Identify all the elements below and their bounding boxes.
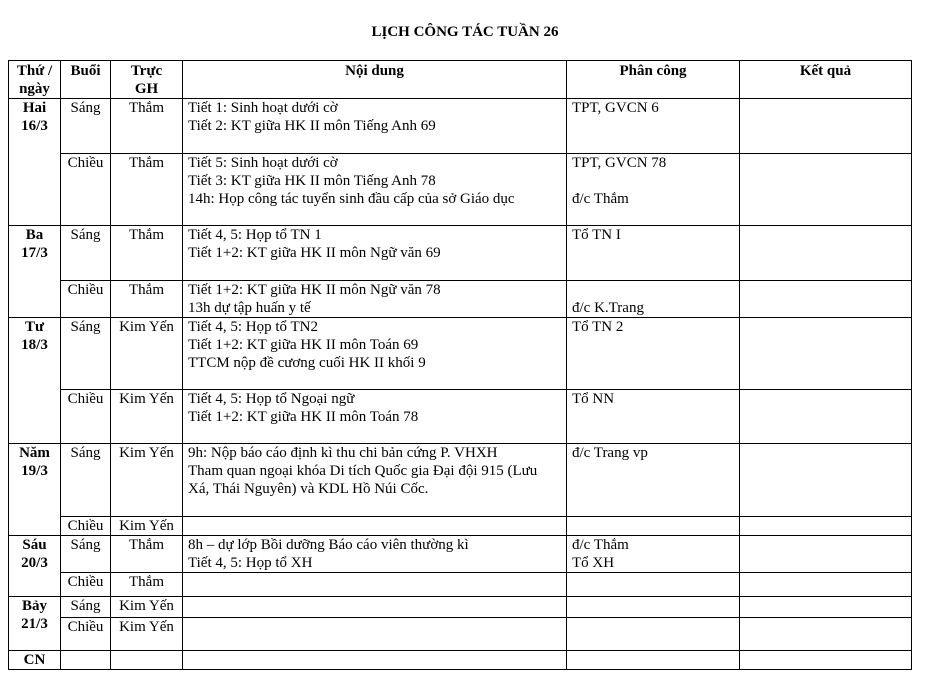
assign-line: Tổ TN 2 (572, 319, 624, 335)
table-row (9, 154, 912, 226)
day-name: Bảy (21, 598, 47, 614)
result-cell (740, 390, 912, 444)
content-line: Tham quan ngoại khóa Di tích Quốc gia Đại đội 915 (Lưu Xá, Thái Nguyên) và KDL Hồ Núi Cốc. (188, 463, 538, 497)
header-day: Thứ / ngày (9, 61, 61, 99)
assign-cell (567, 390, 740, 444)
assign-line: Tổ TN I (572, 227, 621, 243)
duty-cell: Kim Yến (111, 618, 183, 651)
content-line: Tiết 1: Sinh hoạt dưới cờ (188, 100, 338, 116)
content-cell (183, 281, 567, 318)
result-cell (740, 618, 912, 651)
day-cell (9, 318, 61, 444)
assign-line: Tổ NN (572, 391, 615, 407)
assign-cell (567, 154, 740, 226)
assign-cell (567, 281, 740, 318)
result-cell (740, 444, 912, 517)
session-cell: Sáng (61, 536, 111, 573)
duty-cell: Thắm (111, 226, 183, 281)
day-cell (9, 536, 61, 597)
content-line: 14h: Họp công tác tuyển sinh đầu cấp của sở Giáo dục (188, 191, 515, 207)
assign-line (572, 172, 734, 190)
table-row (9, 517, 912, 536)
duty-cell (111, 651, 183, 670)
content-line: Tiết 2: KT giữa HK II môn Tiếng Anh 69 (188, 118, 436, 134)
assign-cell (567, 444, 740, 517)
day-cell (9, 597, 61, 651)
assign-line: TPT, GVCN 78 (572, 155, 667, 171)
duty-cell: Thắm (111, 154, 183, 226)
content-line: Tiết 4, 5: Họp tổ Ngoại ngữ (188, 391, 355, 407)
content-line: Tiết 1+2: KT giữa HK II môn Ngữ văn 69 (188, 245, 441, 261)
table-row (9, 390, 912, 444)
content-line: TTCM nộp đề cương cuối HK II khối 9 (188, 355, 426, 371)
assign-line: TPT, GVCN 6 (572, 100, 659, 116)
result-cell (740, 99, 912, 154)
day-name: Ba (25, 227, 44, 243)
day-date: 20/3 (21, 555, 48, 571)
session-cell (61, 651, 111, 670)
duty-cell: Thắm (111, 573, 183, 597)
result-cell (740, 536, 912, 573)
content-line: Tiết 1+2: KT giữa HK II môn Ngữ văn 78 (188, 282, 441, 298)
session-cell: Chiều (61, 154, 111, 226)
day-date: 16/3 (21, 118, 48, 134)
content-line: Tiết 5: Sinh hoạt dưới cờ (188, 155, 338, 171)
day-date: 18/3 (21, 337, 48, 353)
duty-cell: Kim Yến (111, 597, 183, 618)
session-cell: Sáng (61, 226, 111, 281)
content-line: Tiết 3: KT giữa HK II môn Tiếng Anh 78 (188, 173, 436, 189)
table-row (9, 281, 912, 318)
content-cell (183, 99, 567, 154)
content-cell (183, 618, 567, 651)
duty-cell: Kim Yến (111, 390, 183, 444)
day-cell (9, 226, 61, 318)
session-cell: Chiều (61, 517, 111, 536)
header-content: Nội dung (183, 61, 567, 99)
assign-cell (567, 99, 740, 154)
header-session: Buổi (61, 61, 111, 99)
result-cell (740, 651, 912, 670)
table-row (9, 536, 912, 573)
content-cell (183, 444, 567, 517)
table-row (9, 318, 912, 390)
assign-cell (567, 618, 740, 651)
session-cell: Sáng (61, 99, 111, 154)
day-name: Tư (24, 319, 44, 335)
table-row (9, 226, 912, 281)
assign-cell (567, 318, 740, 390)
day-name: Năm (19, 445, 50, 461)
assign-line (572, 281, 734, 299)
session-cell: Chiều (61, 618, 111, 651)
day-date: 21/3 (21, 616, 48, 632)
header-duty: Trực GH (111, 61, 183, 99)
schedule-table (8, 60, 912, 670)
content-line: Tiết 4, 5: Họp tổ TN2 (188, 319, 319, 335)
content-cell (183, 573, 567, 597)
session-cell: Chiều (61, 573, 111, 597)
content-line: 13h dự tập huấn y tế (188, 300, 311, 316)
content-cell (183, 597, 567, 618)
content-cell (183, 154, 567, 226)
content-line: 8h – dự lớp Bồi dưỡng Báo cáo viên thường kì (188, 537, 469, 553)
result-cell (740, 226, 912, 281)
header-result: Kết quả (740, 61, 912, 99)
assign-line: Tổ XH (572, 555, 615, 571)
assign-line: đ/c Thắm (572, 537, 629, 553)
schedule-body (9, 99, 912, 670)
document-title: LỊCH CÔNG TÁC TUẦN 26 (371, 24, 559, 40)
content-line: 9h: Nộp báo cáo định kì thu chi bản cứng P. VHXH (188, 445, 498, 461)
table-row (9, 618, 912, 651)
content-line: Tiết 1+2: KT giữa HK II môn Toán 69 (188, 337, 419, 353)
assign-cell (567, 517, 740, 536)
result-cell (740, 318, 912, 390)
duty-cell: Kim Yến (111, 318, 183, 390)
assign-line: đ/c Thắm (572, 191, 629, 207)
content-cell (183, 226, 567, 281)
assign-cell (567, 651, 740, 670)
day-name: CN (23, 652, 46, 668)
table-row (9, 597, 912, 618)
table-row (9, 99, 912, 154)
assign-line: đ/c Trang vp (572, 445, 648, 461)
table-row (9, 651, 912, 670)
content-cell (183, 651, 567, 670)
day-cell (9, 444, 61, 536)
session-cell: Chiều (61, 390, 111, 444)
content-cell (183, 517, 567, 536)
day-cell (9, 99, 61, 226)
assign-cell (567, 226, 740, 281)
duty-cell: Thắm (111, 281, 183, 318)
duty-cell: Kim Yến (111, 517, 183, 536)
day-cell (9, 651, 61, 670)
session-cell: Chiều (61, 281, 111, 318)
table-row (9, 573, 912, 597)
assign-cell (567, 597, 740, 618)
day-date: 19/3 (21, 463, 48, 479)
table-row (9, 444, 912, 517)
content-line: Tiết 4, 5: Họp tổ TN 1 (188, 227, 322, 243)
result-cell (740, 281, 912, 318)
content-line: Tiết 1+2: KT giữa HK II môn Toán 78 (188, 409, 419, 425)
duty-cell: Thắm (111, 99, 183, 154)
session-cell: Sáng (61, 597, 111, 618)
duty-cell: Thắm (111, 536, 183, 573)
day-date: 17/3 (21, 245, 48, 261)
session-cell: Sáng (61, 444, 111, 517)
header-assign: Phân công (567, 61, 740, 99)
content-line: Tiết 4, 5: Họp tổ XH (188, 555, 313, 571)
assign-line: đ/c K.Trang (572, 300, 644, 316)
result-cell (740, 573, 912, 597)
assign-cell (567, 573, 740, 597)
result-cell (740, 517, 912, 536)
content-cell (183, 318, 567, 390)
content-cell (183, 390, 567, 444)
result-cell (740, 597, 912, 618)
session-cell: Sáng (61, 318, 111, 390)
result-cell (740, 154, 912, 226)
header-row (9, 61, 912, 99)
duty-cell: Kim Yến (111, 444, 183, 517)
assign-cell (567, 536, 740, 573)
day-name: Hai (22, 100, 47, 116)
day-name: Sáu (22, 537, 47, 553)
content-cell (183, 536, 567, 573)
